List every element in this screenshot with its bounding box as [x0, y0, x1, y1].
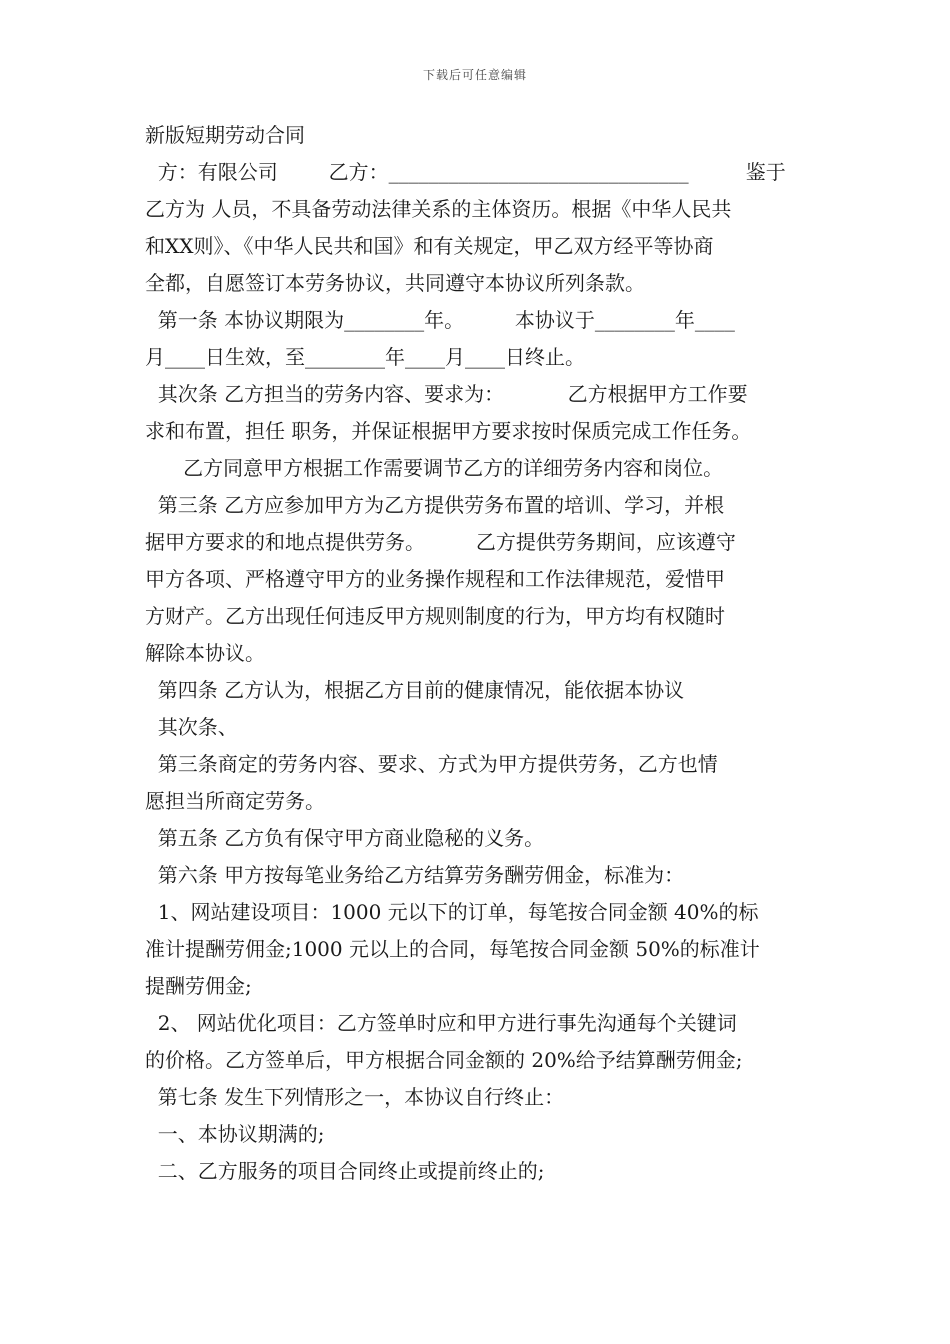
article-6-item-1: 1、网站建设项目：1000 元以下的订单，每笔按合同金额 40%的标	[145, 900, 759, 924]
article-4-line: 愿担当所商定劳务。	[145, 789, 325, 813]
article-3-line: 据甲方要求的和地点提供劳务。 乙方提供劳务期间，应该遵守	[145, 530, 736, 554]
article-5-line: 第五条 乙方负有保守甲方商业隐秘的义务。	[145, 826, 545, 850]
article-3-line: 解除本协议。	[145, 641, 265, 665]
article-6-item-2: 2、 网站优化项目：乙方签单时应和甲方进行事先沟通每个关键词	[145, 1011, 737, 1035]
article-4-line: 第四条 乙方认为，根据乙方目前的健康情况，能依据本协议	[145, 678, 685, 702]
article-7-line: 第七条 发生下列情形之一，本协议自行终止：	[145, 1085, 565, 1109]
article-6-item-2: 的价格。乙方签单后，甲方根据合同金额的 20%给予结算酬劳佣金;	[145, 1048, 743, 1072]
article-2-line: 乙方同意甲方根据工作需要调节乙方的详细劳务内容和岗位。	[145, 456, 724, 480]
page-header-note: 下载后可任意编辑	[422, 68, 527, 82]
article-3-line: 第三条 乙方应参加甲方为乙方提供劳务布置的培训、学习，并根	[145, 493, 725, 517]
paragraph-line: 全都，自愿签订本劳务协议，共同遵守本协议所列条款。	[145, 271, 645, 295]
article-4-line: 其次条、	[145, 715, 238, 739]
party-line: 方：有限公司 乙方：______________________________ 鉴于	[145, 160, 786, 184]
article-3-line: 方财产。乙方出现任何违反甲方规则制度的行为，甲方均有权随时	[145, 604, 725, 628]
article-6-line: 第六条 甲方按每笔业务给乙方结算劳务酬劳佣金，标准为：	[145, 863, 685, 887]
article-6-item-1: 提酬劳佣金;	[145, 974, 252, 998]
article-1-line: 第一条 本协议期限为________年。 本协议于________年____	[145, 308, 735, 332]
article-7-item-1: 一、本协议期满的;	[145, 1122, 325, 1146]
article-1-line: 月____日生效，至________年____月____日终止。	[145, 345, 585, 369]
document-title: 新版短期劳动合同	[145, 123, 305, 147]
article-2-line: 求和布置，担任 职务，并保证根据甲方要求按时保质完成工作任务。	[145, 419, 752, 443]
article-6-item-1: 准计提酬劳佣金;1000 元以上的合同，每笔按合同金额 50%的标准计	[145, 937, 760, 961]
paragraph-line: 和XX则》、《中华人民共和国》和有关规定，甲乙双方经平等协商	[145, 234, 714, 258]
article-3-line: 甲方各项、严格遵守甲方的业务操作规程和工作法律规范，爱惜甲	[145, 567, 725, 591]
article-7-item-2: 二、乙方服务的项目合同终止或提前终止的;	[145, 1159, 545, 1183]
document-body	[145, 117, 810, 1190]
article-4-line: 第三条商定的劳务内容、要求、方式为甲方提供劳务，乙方也情	[145, 752, 718, 776]
article-2-line: 其次条 乙方担当的劳务内容、要求为： 乙方根据甲方工作要	[145, 382, 748, 406]
paragraph-line: 乙方为 人员，不具备劳动法律关系的主体资历。根据《中华人民共	[145, 197, 732, 221]
